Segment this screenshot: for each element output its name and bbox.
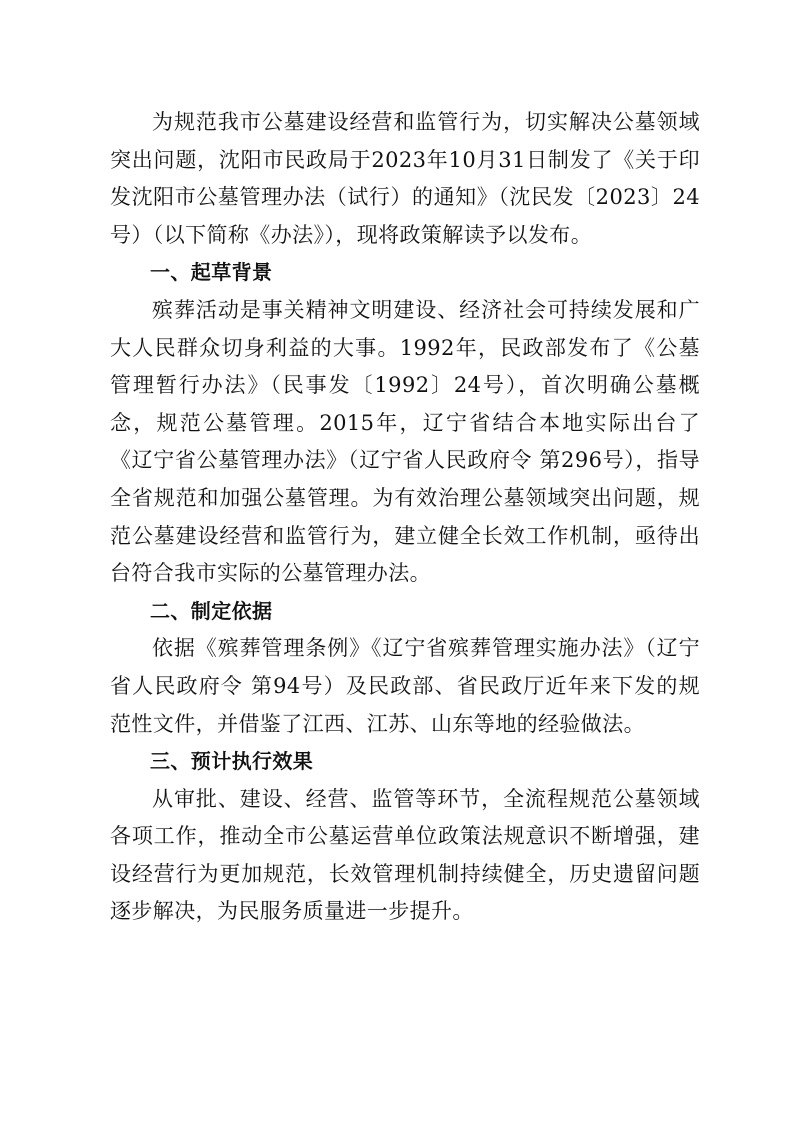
section-body-background: 殡葬活动是事关精神文明建设、经济社会可持续发展和广大人民群众切身利益的大事。1992年，民政部发布了《公墓管理暂行办法》（民事发〔1992〕24号），首次明确公墓概念，规范公墓管理。2015年，辽宁省结合本地实际出台了《辽宁省公墓管理办法》（辽宁省人民政府令 第296号），指导全省规范和加强公墓管理。为有效治理公墓领域突出问题，规范公墓建设经营和监管行为，建立健全长效工作机制，亟待出台符合我市实际的公墓管理办法。 — [110, 297, 700, 586]
section-heading-basis: 二、制定依据 — [150, 598, 273, 623]
section-body-basis: 依据《殡葬管理条例》《辽宁省殡葬管理实施办法》（辽宁省人民政府令 第94号）及民政部、省民政厅近年来下发的规范性文件，并借鉴了江西、江苏、山东等地的经验做法。 — [110, 636, 700, 736]
document-body — [110, 104, 700, 931]
intro-paragraph: 为规范我市公墓建设经营和监管行为，切实解决公墓领域突出问题，沈阳市民政局于2023年10月31日制发了《关于印发沈阳市公墓管理办法（试行）的通知》（沈民发〔2023〕24号）（以下简称《办法》），现将政策解读予以发布。 — [110, 110, 700, 247]
section-heading-expected-effect: 三、预计执行效果 — [150, 749, 314, 774]
section-heading-background: 一、起草背景 — [150, 260, 273, 285]
section-body-expected-effect: 从审批、建设、经营、监管等环节，全流程规范公墓领域各项工作，推动全市公墓运营单位政策法规意识不断增强，建设经营行为更加规范，长效管理机制持续健全，历史遗留问题逐步解决，为民服务质量进一步提升。 — [110, 786, 700, 924]
